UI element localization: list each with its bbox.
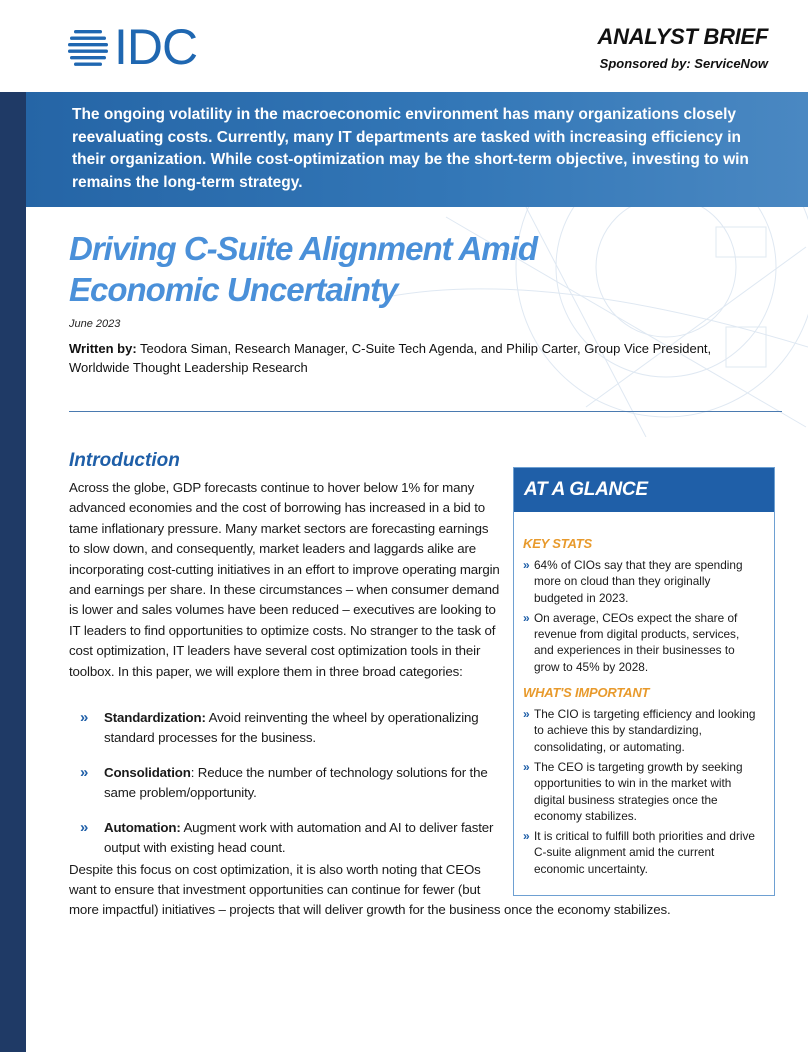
- title-line-1: Driving C-Suite Alignment Amid: [69, 230, 538, 267]
- list-item: [80, 763, 500, 804]
- brief-type-label: ANALYST BRIEF: [597, 24, 768, 49]
- introduction-paragraph: Across the globe, GDP forecasts continue to hover below 1% for many advanced economies and the cost of borrowing has increased in a bid to tame inflationary pressure. Many market sectors are forecasting earnings to slow down, and consequently, market leaders and laggards alike are incorporating cost-cutting initiatives in an effort to improve operating margin and earnings per share. In these circumstances – when consumer demand is lower and sales volumes have been reduced – executives are looking to IT leaders to find opportunities to optimize costs. No stranger to the task of cost optimization, IT leaders have several cost optimization tools in their toolbox. In this paper, we will explore them in three broad categories:: [69, 480, 500, 679]
- chevron-bullet-icon: »: [80, 709, 89, 726]
- chevron-bullet-icon: »: [523, 829, 530, 844]
- list-item: [80, 818, 500, 859]
- important-point-text: It is critical to fulfill both priorities and drive C-suite alignment amid the current economic uncertainty.: [534, 829, 755, 876]
- bullet-term: Standardization:: [104, 710, 206, 725]
- closing-paragraph-part-1: Despite this focus on cost optimization, it is also worth noting that CEOs want to ensure that investment opportunities can continue for fewer (but: [69, 862, 481, 898]
- bullet-text: [104, 763, 500, 804]
- list-item: [523, 828, 760, 877]
- important-point-text: The CEO is targeting growth by seeking opportunities to win in the market with digital business strategies once the economy stabilizes.: [534, 759, 743, 823]
- bullet-term: Consolidation: [104, 764, 191, 780]
- section-divider: [69, 411, 782, 412]
- publication-date: June 2023: [69, 318, 121, 330]
- list-item: [523, 706, 760, 755]
- chevron-bullet-icon: »: [523, 759, 530, 774]
- document-title: [69, 228, 689, 310]
- left-accent-bar: [0, 92, 26, 1052]
- bullet-description: Avoid reinventing the wheel by operationalizing standard processes for the business.: [104, 710, 479, 746]
- at-a-glance-box: [513, 467, 775, 896]
- key-stat-text: 64% of CIOs say that they are spending more on cloud than they originally budgeted in 2023.: [534, 558, 743, 605]
- chevron-bullet-icon: »: [80, 818, 89, 836]
- list-item: [523, 557, 760, 606]
- bullet-text: [104, 708, 500, 749]
- bullet-description: : Reduce the number of technology solutions for the same problem/opportunity.: [104, 764, 488, 801]
- bullet-term: Automation:: [104, 819, 181, 835]
- key-stats-heading: KEY STATS: [523, 536, 592, 551]
- introduction-heading: Introduction: [69, 450, 180, 471]
- chevron-bullet-icon: »: [523, 558, 530, 572]
- written-by-label: Written by:: [69, 341, 137, 356]
- sponsor-line: Sponsored by: ServiceNow: [599, 56, 768, 71]
- authors-text: Teodora Siman, Research Manager, C-Suite Tech Agenda, and Philip Carter, Group Vice President, Worldwide Thought Leadership Research: [69, 341, 712, 375]
- closing-paragraph-part-2: more impactful) initiatives – projects that will deliver growth for the business once the economy stabilizes.: [69, 902, 671, 917]
- idc-logo: [68, 19, 198, 75]
- globe-icon: [68, 27, 108, 67]
- chevron-bullet-icon: »: [523, 707, 530, 722]
- bullet-text: [104, 818, 500, 859]
- chevron-bullet-icon: »: [523, 610, 530, 625]
- at-a-glance-title: AT A GLANCE: [514, 468, 774, 512]
- logo-wordmark: IDC: [114, 19, 198, 75]
- key-stat-text: On average, CEOs expect the share of revenue from digital products, services, and experiences in their businesses to grow to 45% by 2028.: [534, 610, 740, 674]
- whats-important-heading: WHAT'S IMPORTANT: [523, 685, 650, 701]
- title-line-2: Economic Uncertainty: [69, 271, 398, 308]
- category-list: [80, 708, 500, 872]
- at-a-glance-body: [514, 512, 774, 877]
- summary-banner: [26, 92, 808, 207]
- bullet-description: Augment work with automation and AI to deliver faster output with existing head count.: [104, 819, 494, 856]
- chevron-bullet-icon: »: [80, 763, 89, 781]
- authors-line: [69, 340, 769, 377]
- list-item: [80, 708, 500, 749]
- important-point-text: The CIO is targeting efficiency and looking to achieve this by standardizing, consolidating, or automating.: [534, 707, 756, 754]
- list-item: [523, 759, 760, 824]
- list-item: [523, 610, 760, 675]
- banner-summary-text: The ongoing volatility in the macroeconomic environment has many organizations closely reevaluating costs. Currently, many IT departments are tasked with increasing efficiency in their organization. While cost-optimization may be the short-term objective, investing to win remains the long-term strategy.: [72, 106, 749, 191]
